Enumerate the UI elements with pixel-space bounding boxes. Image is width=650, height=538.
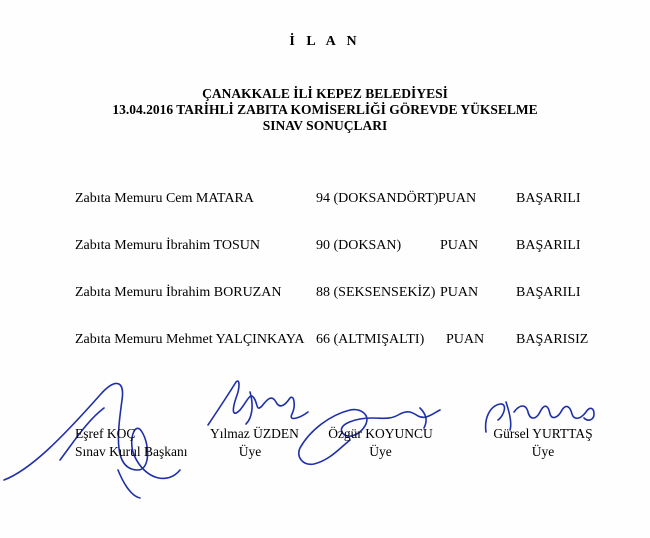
result-status: BAŞARISIZ: [516, 332, 589, 347]
candidate-name: Zabıta Memuru Cem MATARA: [75, 191, 254, 206]
candidate-score: 90 (DOKSAN): [316, 238, 402, 253]
signatory-member: [210, 425, 299, 461]
municipality-name: ÇANAKKALE İLİ KEPEZ BELEDİYESİ: [202, 86, 448, 101]
result-row: [0, 332, 650, 350]
signatory-role: Üye: [238, 444, 262, 459]
candidate-name: Zabıta Memuru İbrahim TOSUN: [75, 238, 260, 253]
signatory-member: [480, 425, 606, 461]
signatory-name: Gürsel YURTTAŞ: [493, 426, 593, 441]
candidate-name: Zabıta Memuru İbrahim BORUZAN: [75, 285, 282, 300]
score-unit: PUAN: [440, 238, 479, 253]
result-row: [0, 191, 650, 209]
signatory-chairman: [75, 425, 188, 461]
results-heading: SINAV SONUÇLARI: [262, 118, 388, 133]
signatory-role: Üye: [369, 444, 392, 459]
result-status: BAŞARILI: [516, 285, 581, 300]
result-row: [0, 238, 650, 256]
signatory-name: Yılmaz ÜZDEN: [210, 426, 299, 441]
result-status: BAŞARILI: [516, 191, 581, 206]
candidate-score: 66 (ALTMIŞALTI): [316, 332, 425, 347]
score-unit: PUAN: [440, 285, 479, 300]
score-unit: PUAN: [446, 332, 485, 347]
result-row: [0, 285, 650, 303]
notice-title: İ L A N: [289, 34, 361, 49]
signatory-member: [328, 425, 433, 461]
signature-member-uzden: [208, 381, 308, 425]
candidate-score: 94 (DOKSANDÖRT): [316, 191, 439, 206]
signatory-name: Eşref KOÇ: [75, 426, 136, 441]
signatory-role: Üye: [531, 444, 555, 459]
exam-description: 13.04.2016 TARİHLİ ZABITA KOMİSERLİĞİ GÖREVDE YÜKSELME: [112, 102, 538, 117]
notice-header: [0, 86, 650, 134]
candidate-name: Zabıta Memuru Mehmet YALÇINKAYA: [75, 332, 305, 347]
signatory-role: Sınav Kurul Başkanı: [75, 444, 188, 459]
candidate-score: 88 (SEKSENSEKİZ): [316, 285, 436, 300]
result-status: BAŞARILI: [516, 238, 581, 253]
score-unit: PUAN: [438, 191, 477, 206]
signatory-name: Özgür KOYUNCU: [328, 426, 433, 441]
